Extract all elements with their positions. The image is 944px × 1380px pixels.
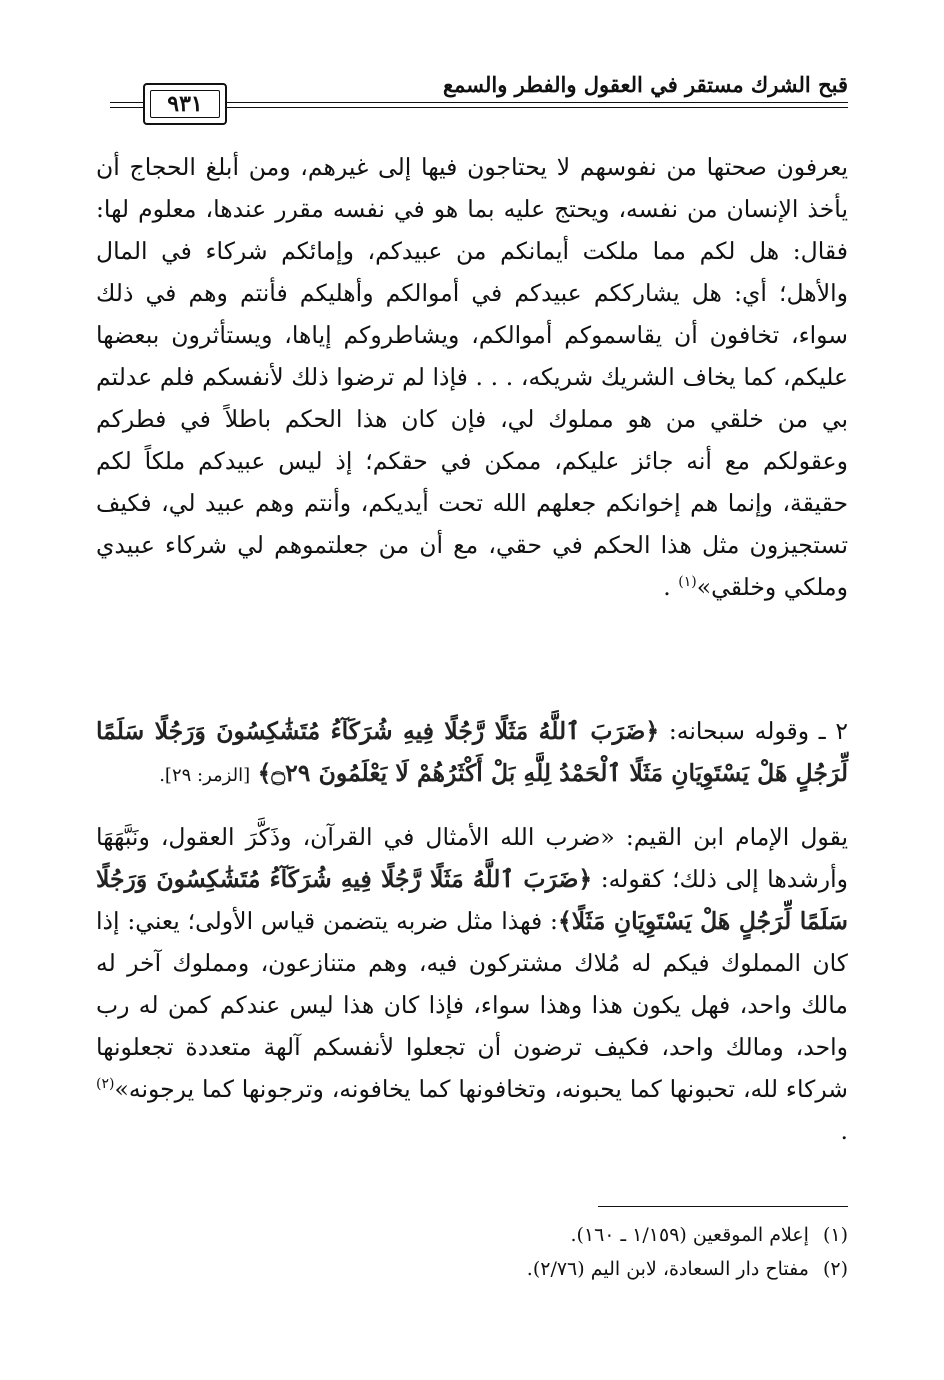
paragraph-3-end: .: [840, 1117, 848, 1145]
paragraph-3-intro: يقول الإمام ابن القيم: «ضرب الله الأمثال في القرآن، وذَكَّرَ العقول، ونَبَّهَهَا وأرشدها إلى ذلك؛ كقوله:: [96, 823, 848, 893]
footnote-marker-1: (١): [678, 574, 697, 591]
footnote-marker-2: (٢): [96, 1076, 115, 1093]
paragraph-3: [96, 816, 848, 1152]
footnote-item: [96, 1218, 848, 1252]
paragraph-2-intro: ٢ ـ وقوله سبحانه:: [668, 717, 848, 745]
quran-verse: ﴿ضَرَبَ ٱللَّهُ مَثَلًا رَّجُلًا فِيهِ شُرَكَآءُ مُتَشَٰكِسُونَ وَرَجُلًا سَلَمًا لِّرَجُلٍ هَلْ يَسْتَوِيَانِ مَثَلًا ٱلْحَمْدُ لِلَّهِ بَلْ أَكْثَرُهُمْ لَا يَعْلَمُونَ ۝٢٩﴾: [96, 717, 848, 787]
footnote-number: (١): [822, 1224, 848, 1246]
footnote-item: [96, 1252, 848, 1286]
footnote-text: إعلام الموقعين (١/١٥٩ ـ ١٦٠).: [570, 1224, 809, 1246]
paragraph-1-text: يعرفون صحتها من نفوسهم لا يحتاجون فيها إلى غيرهم، ومن أبلغ الحجاج أن يأخذ الإنسان من نفسه، ويحتج عليه بما هو في نفسه مقرر عندها، معلوم لها: فقال: هل لكم مما ملكت أيمانكم من عبيدكم، وإمائكم شركاء في المال والأهل؛ أي: هل يشارككم عبيدكم في أموالكم وأهليكم فأنتم وهم في ذلك سواء، تخافون أن يقاسموكم أموالكم، ويشاطروكم إياها، ويستأثرون ببعضها عليكم، كما يخاف الشريك شريكه، . . . فإذا لم ترضوا ذلك لأنفسكم فلم عدلتم بي من خلقي من هو مملوك لي، فإن كان هذا الحكم باطلاً في فطركم وعقولكم مع أنه جائز عليكم، ممكن في حقكم؛ إذ ليس عبيدكم ملكاً لكم حقيقة، وإنما هم إخوانكم جعلهم الله تحت أيديكم، وأنتم وهم عبيد لي، فكيف تستجيزون مثل هذا الحكم في حقي، مع أن من جعلتموهم لي شركاء عبيدي وملكي وخلقي»: [96, 153, 848, 601]
page-number: [143, 83, 227, 125]
paragraph-1: [96, 146, 848, 608]
paragraph-2: [96, 710, 848, 797]
paragraph-1-end: .: [663, 573, 671, 601]
verse-reference: [الزمر: ٢٩].: [159, 765, 251, 786]
paragraph-3-body: : فهذا مثل ضربه يتضمن قياس الأولى؛ يعني: إذا كان المملوك فيكم له مُلاك مشتركون فيه، وهم متنازعون، ومملوك آخر له مالك واحد، فهل يكون هذا وهذا سواء، فإذا كان هذا ليس عندكم كمن له رب واحد، ومالك واحد، فكيف ترضون أن تجعلوا لأنفسكم آلهة متعددة تجعلونها شركاء لله، تحبونها كما يحبونه، وتخافونها كما يخافونه، وترجونها كما يرجونه»: [96, 907, 848, 1103]
quran-verse: ﴿ضَرَبَ ٱللَّهُ مَثَلًا رَّجُلًا فِيهِ شُرَكَآءُ مُتَشَٰكِسُونَ وَرَجُلًا سَلَمًا لِّرَجُلٍ هَلْ يَسْتَوِيَانِ مَثَلًا﴾: [96, 865, 849, 935]
footnote-number: (٢): [822, 1258, 848, 1280]
footnote-separator: [598, 1206, 848, 1207]
footnote-text: مفتاح دار السعادة، لابن اليم (٢/٧٦).: [526, 1258, 809, 1280]
footnotes: [96, 1218, 848, 1286]
running-title: قبح الشرك مستقر في العقول والفطر والسمع: [442, 72, 848, 97]
page-number-text: ٩٣١: [167, 91, 203, 117]
